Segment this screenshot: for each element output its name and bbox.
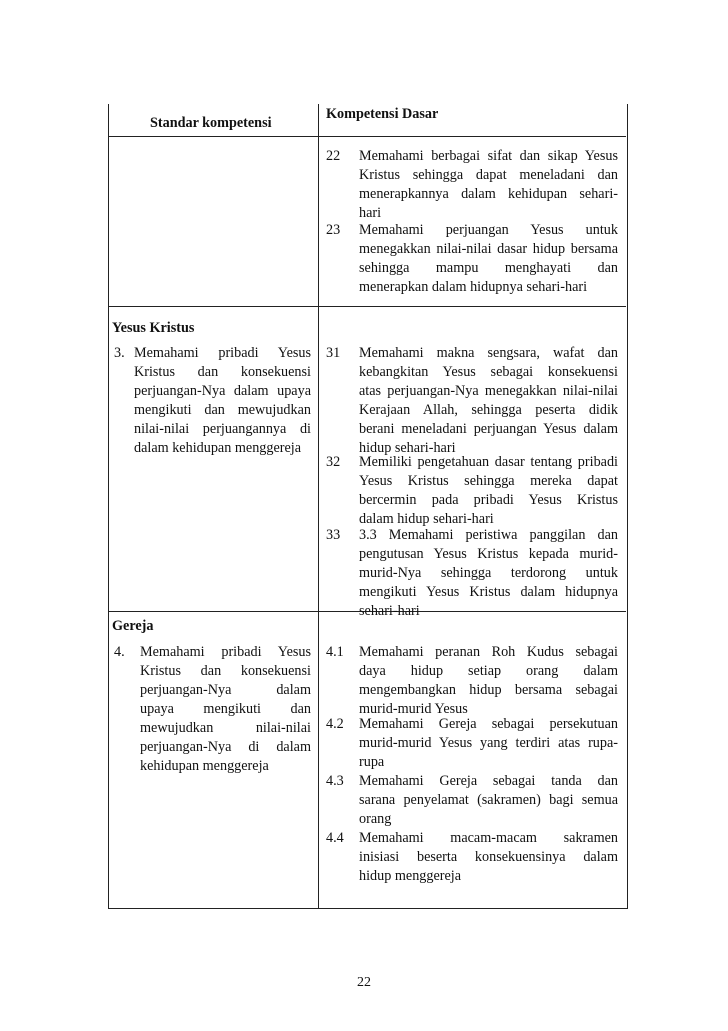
kd-text: Memahami Gereja sebagai tanda dan sarana penyelamat (sakramen) bagi semua orang <box>359 773 618 827</box>
column-divider <box>318 104 319 908</box>
kd-text: Memahami berbagai sifat dan sikap Yesus Kristus sehingga dapat meneladani dan menerapkannya dalam kehidupan sehari- hari <box>359 148 618 221</box>
section-heading: Gereja <box>112 618 154 634</box>
header-kompetensi-dasar: Kompetensi Dasar <box>326 106 439 122</box>
kd-number: 22 <box>326 148 341 164</box>
kd-number: 4.4 <box>326 830 344 846</box>
section-heading: Yesus Kristus <box>112 320 195 336</box>
kd-text: 3.3 Memahami peristiwa panggilan dan pengutusan Yesus Kristus kepada murid- murid-Nya sehingga terdorong untuk mengikuti Yesus Kristus dalam hidupnya sehari-hari <box>359 527 618 619</box>
kd-number: 4.3 <box>326 773 344 789</box>
kd-number: 23 <box>326 222 341 238</box>
kd-number: 4.1 <box>326 644 344 660</box>
header-standar-kompetensi: Standar kompetensi <box>150 115 272 131</box>
kd-text: Memahami peranan Roh Kudus sebagai daya hidup setiap orang dalam mengembangkan hidup bersama sebagai murid-murid Yesus <box>359 644 618 717</box>
kd-text: Memahami Gereja sebagai persekutuan murid-murid Yesus yang terdiri atas rupa- rupa <box>359 716 618 770</box>
kd-text: Memahami makna sengsara, wafat dan kebangkitan Yesus sebagai konsekuensi atas perjuangan-Nya menegakkan nilai-nilai Kerajaan Allah, sehingga peserta didik berani meneladani perjuangan Yesus dalam hidup sehari-hari <box>359 345 618 456</box>
kd-text: Memiliki pengetahuan dasar tentang pribadi Yesus Kristus sehingga mereka dapat bercermin pada pribadi Yesus Kristus dalam hidup sehari-hari <box>359 454 618 527</box>
page-number: 22 <box>357 975 371 990</box>
header-rule <box>108 136 626 137</box>
kd-number: 33 <box>326 527 341 543</box>
kd-number: 32 <box>326 454 341 470</box>
sk-number: 3. <box>114 345 125 361</box>
kd-number: 31 <box>326 345 341 361</box>
sk-number: 4. <box>114 644 125 660</box>
section-rule <box>108 306 626 307</box>
sk-text: Memahami pribadi Yesus Kristus dan konsekuensi perjuangan-Nya dalam upaya mengikuti dan mewujudkan nilai-nilai perjuangannya di dalam kehidupan menggereja <box>134 345 311 456</box>
sk-text: Memahami pribadi Yesus Kristus dan konsekuensi perjuangan-Nya dalam upaya mengikuti dan mewujudkan nilai-nilai perjuangan-Nya di dalam kehidupan menggereja <box>140 644 311 774</box>
kd-number: 4.2 <box>326 716 344 732</box>
kd-text: Memahami perjuangan Yesus untuk menegakkan nilai-nilai dasar hidup bersama sehingga mampu menghayati dan menerapkan dalam hidupnya sehari-hari <box>359 222 618 295</box>
kd-text: Memahami macam-macam sakramen inisiasi beserta konsekuensinya dalam hidup menggereja <box>359 830 618 884</box>
